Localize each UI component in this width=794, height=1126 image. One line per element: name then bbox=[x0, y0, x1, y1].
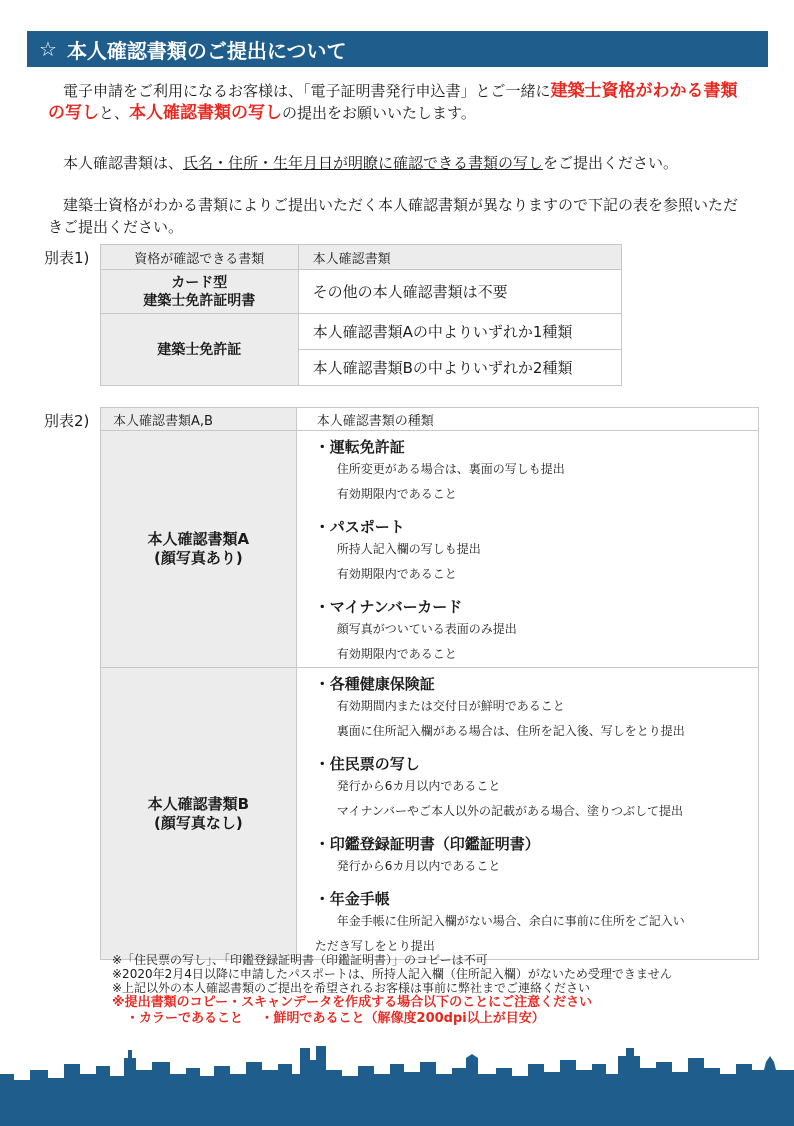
list-item-note: 顔写真がついている表面のみ提出 bbox=[336, 622, 517, 636]
footnote: ※上記以外の本人確認書類のご提出を希望されるお客様は事前に弊社までご連絡ください bbox=[112, 981, 591, 995]
group-a-list bbox=[296, 431, 758, 668]
list-item-title: ・マイナンバーカード bbox=[314, 598, 463, 616]
list-item-note: 有効期間内または交付日が鮮明であること bbox=[336, 699, 565, 713]
footnote-warning: ※提出書類のコピー・スキャンデータを作成する場合以下のことにご注意ください bbox=[112, 995, 593, 1010]
footnote: ※2020年2月4日以降に申請したパスポートは、所持人記入欄（住所記入欄）がないため受理できません bbox=[112, 967, 672, 981]
footnotes bbox=[112, 953, 762, 1027]
list-item-note: 住所変更がある場合は、裏面の写しも提出 bbox=[336, 462, 565, 476]
intro-paragraph-2: 本人確認書類は、氏名・住所・生年月日が明瞭に確認できる書類の写しをご提出ください。 bbox=[63, 154, 679, 172]
underlined-requirement: 氏名・住所・生年月日が明瞭に確認できる書類の写し bbox=[183, 154, 544, 172]
section-title-bar bbox=[27, 31, 768, 67]
table1-row1-right: その他の本人確認書類は不要 bbox=[298, 270, 621, 314]
table2-header-right: 本人確認書類の種類 bbox=[296, 408, 758, 431]
group-a-name: 本人確認書類A (顔写真あり) bbox=[101, 431, 297, 668]
group-b-list bbox=[296, 668, 758, 960]
list-item-note: 有効期限内であること bbox=[336, 647, 457, 661]
table2-header-left: 本人確認書類A,B bbox=[101, 408, 297, 431]
footnote-warning-detail: ・カラーであること ・鮮明であること（解像度200dpi以上が目安） bbox=[126, 1011, 545, 1026]
list-item-note: 年金手帳に住所記入欄がない場合、余白に事前に住所をご記入い ただき写しをとり提出 bbox=[314, 914, 685, 953]
list-item-title: ・各種健康保険証 bbox=[314, 675, 435, 693]
intro-paragraph-1: 電子申請をご利用になるお客様は、「電子証明書発行申込書」とご一緒に建築士資格がわかる書類の写しと、本人確認書類の写しの提出をお願いいたします。 bbox=[48, 81, 738, 123]
table2-label: 別表2) bbox=[44, 412, 90, 430]
footnote: ※「住民票の写し」、「印鑑登録証明書（印鑑証明書）」のコピーは不可 bbox=[112, 953, 488, 967]
table1-header-left: 資格が確認できる書類 bbox=[101, 245, 299, 270]
group-b-name: 本人確認書類B (顔写真なし) bbox=[101, 668, 297, 960]
list-item-note: 発行から6カ月以内であること bbox=[336, 779, 501, 793]
list-item-note: マイナンバーやご本人以外の記載がある場合、塗りつぶして提出 bbox=[336, 804, 684, 818]
table-1 bbox=[100, 244, 622, 386]
table1-header-right: 本人確認書類 bbox=[298, 245, 621, 270]
city-skyline-decoration bbox=[0, 1040, 794, 1126]
list-item-note: 有効期限内であること bbox=[336, 567, 457, 581]
list-item-note: 発行から6カ月以内であること bbox=[336, 859, 501, 873]
highlight-qualification-doc: 建築士資格がわかる書類の写し bbox=[48, 81, 738, 123]
list-item-note: 裏面に住所記入欄がある場合は、住所を記入後、写しをとり提出 bbox=[336, 724, 685, 738]
star-icon: ☆ bbox=[39, 37, 57, 61]
table1-row1-left: カード型 建築士免許証明書 bbox=[101, 270, 299, 314]
list-item-title: ・住民票の写し bbox=[314, 755, 420, 773]
table1-row2-right-b: 本人確認書類Bの中よりいずれか2種類 bbox=[298, 350, 621, 386]
list-item-title: ・パスポート bbox=[314, 518, 405, 536]
intro-paragraph-3: 建築士資格がわかる書類によりご提出いただく本人確認書類が異なりますので下記の表を参照いただきご提出ください。 bbox=[48, 196, 739, 236]
highlight-id-doc: 本人確認書類の写し bbox=[129, 103, 283, 123]
list-item-title: ・年金手帳 bbox=[314, 890, 390, 908]
page-title: 本人確認書類のご提出について bbox=[66, 38, 347, 63]
table1-row2-left: 建築士免許証 bbox=[101, 314, 299, 386]
list-item-note: 所持人記入欄の写しも提出 bbox=[336, 542, 481, 556]
list-item-title: ・運転免許証 bbox=[314, 438, 405, 456]
table1-row2-right-a: 本人確認書類Aの中よりいずれか1種類 bbox=[298, 314, 621, 350]
table-2 bbox=[100, 407, 759, 960]
table1-label: 別表1) bbox=[44, 249, 90, 267]
list-item-note: 有効期限内であること bbox=[336, 487, 457, 501]
list-item-title: ・印鑑登録証明書（印鑑証明書） bbox=[314, 835, 540, 853]
